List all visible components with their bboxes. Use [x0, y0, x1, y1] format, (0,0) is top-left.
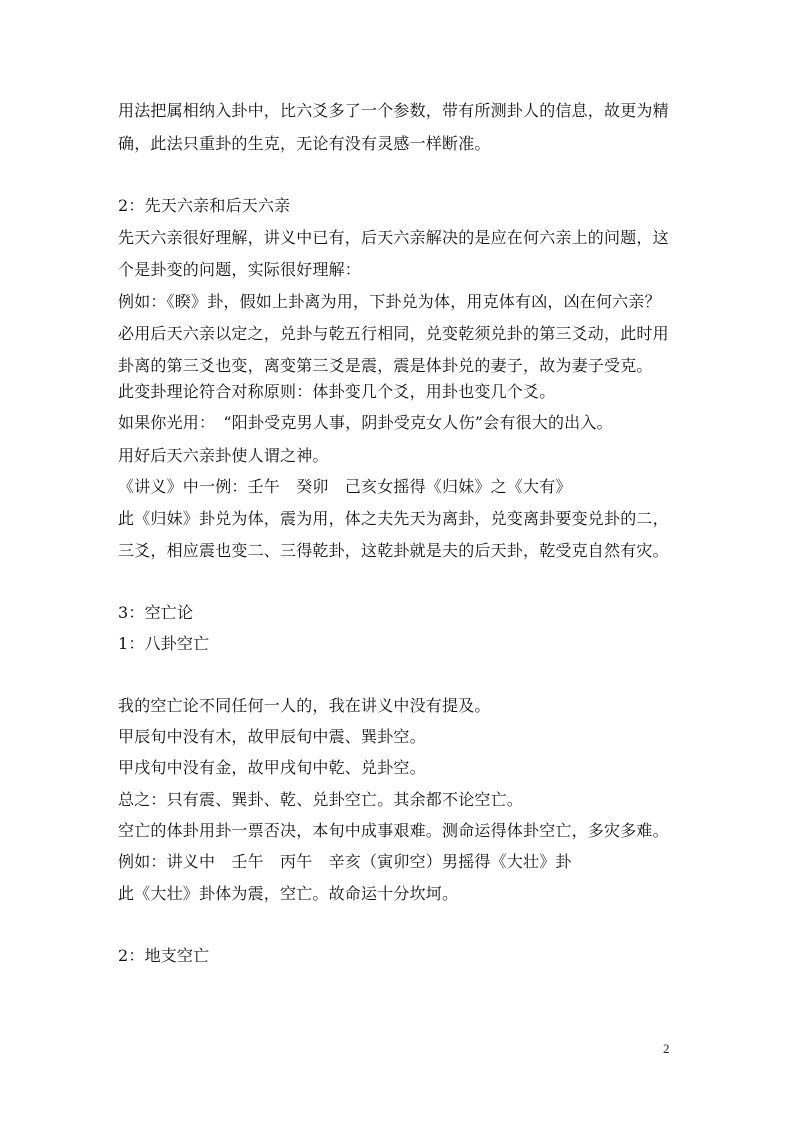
body-text-line: 甲戌旬中没有金，故甲戌旬中乾、兑卦空。: [118, 758, 426, 777]
body-text-line: 先天六亲很好理解，讲义中已有，后天六亲解决的是应在何六亲上的问题，这: [118, 228, 669, 247]
body-text-line: 卦离的第三爻也变，离变第三爻是震，震是体卦兑的妻子，故为妻子受克。: [118, 356, 653, 375]
body-text-line: 例如：《睽》卦，假如上卦离为用，下卦兑为体，用克体有凶，凶在何六亲？: [118, 292, 661, 311]
body-text-line: 例如：讲义中 壬午 丙午 辛亥（寅卯空）男摇得《大壮》卦: [118, 852, 572, 871]
body-text-line: 用好后天六亲卦使人谓之神。: [118, 446, 329, 465]
subsection-heading: 2：地支空亡: [118, 946, 210, 965]
body-text-line: 《讲义》中一例：壬午 癸卯 己亥女摇得《归妹》之《大有》: [118, 477, 572, 496]
body-text-line: 甲辰旬中没有木，故甲辰旬中震、巽卦空。: [118, 727, 426, 746]
body-text-line: 总之：只有震、巽卦、乾、兑卦空亡。其余都不论空亡。: [118, 790, 524, 809]
body-text-line: 此变卦理论符合对称原则：体卦变几个爻，用卦也变几个爻。: [118, 382, 556, 401]
body-text-line: 必用后天六亲以定之，兑卦与乾五行相同，兑变乾须兑卦的第三爻动，此时用: [118, 324, 669, 343]
body-text-line: 用法把属相纳入卦中，比六爻多了一个参数，带有所测卦人的信息，故更为精: [118, 101, 669, 120]
section-heading: 2：先天六亲和后天六亲: [118, 196, 291, 215]
body-text-line: 三爻，相应震也变二、三得乾卦，这乾卦就是夫的后天卦，乾受克自然有灾。: [118, 541, 669, 560]
body-text-line: 此《大壮》卦体为震，空亡。故命运十分坎坷。: [118, 884, 459, 903]
section-heading: 3：空亡论: [118, 603, 194, 622]
subsection-heading: 1：八卦空亡: [118, 634, 210, 653]
body-text-line: 此《归妹》卦兑为体，震为用，体之夫先天为离卦，兑变离卦要变兑卦的二，: [118, 509, 669, 528]
body-text-line: 我的空亡论不同任何一人的，我在讲义中没有提及。: [118, 696, 491, 715]
body-text-line: 确，此法只重卦的生克，无论有没有灵感一样断准。: [118, 134, 491, 153]
body-text-line: 空亡的体卦用卦一票否决，本旬中成事艰难。测命运得体卦空亡，多灾多难。: [118, 821, 669, 840]
page-number: 2: [663, 1041, 670, 1056]
body-text-line: 如果你光用： “阳卦受克男人事，阴卦受克女人伤”会有很大的出入。: [118, 413, 613, 432]
body-text-line: 个是卦变的问题，实际很好理解：: [118, 260, 362, 279]
